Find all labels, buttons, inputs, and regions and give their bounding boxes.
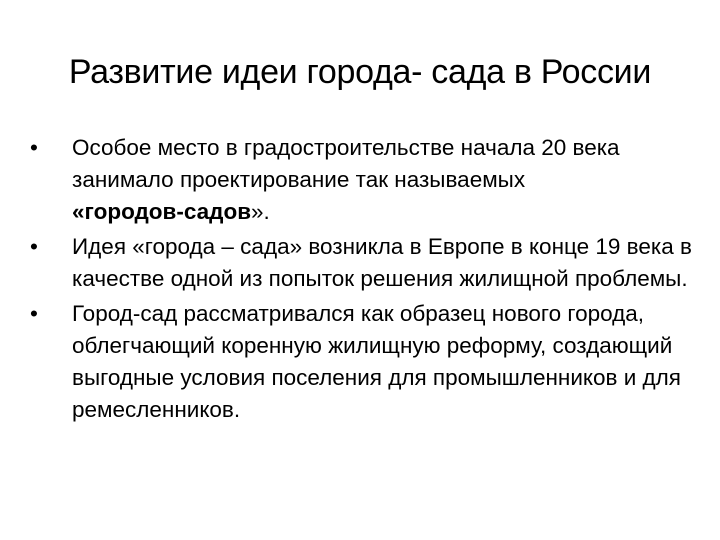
bullet-item-2 [30, 231, 700, 295]
slide-title: Развитие идеи города- сада в России [68, 53, 652, 91]
bullet-item-1 [30, 132, 700, 228]
bullet-1-text-end: ». [251, 199, 270, 224]
bullet-1-text: Особое место в градостроительстве начала 20 века занимало проектирование так называемых [72, 135, 620, 192]
bullet-marker: • [30, 301, 38, 326]
bullet-marker: • [30, 234, 38, 259]
bullet-2-text: Идея «города – сада» возникла в Европе в конце 19 века в качестве одной из попыток решения жилищной проблемы. [72, 234, 692, 291]
bullet-item-3 [30, 298, 700, 426]
bullet-3-text: Город-сад рассматривался как образец нового города, облегчающий коренную жилищную реформу, создающий выгодные условия поселения для промышленников и для ремесленников. [72, 301, 681, 422]
bullet-marker: • [30, 135, 38, 160]
bullet-1-bold-term: «городов-садов [72, 199, 252, 224]
bullet-list [30, 132, 700, 429]
